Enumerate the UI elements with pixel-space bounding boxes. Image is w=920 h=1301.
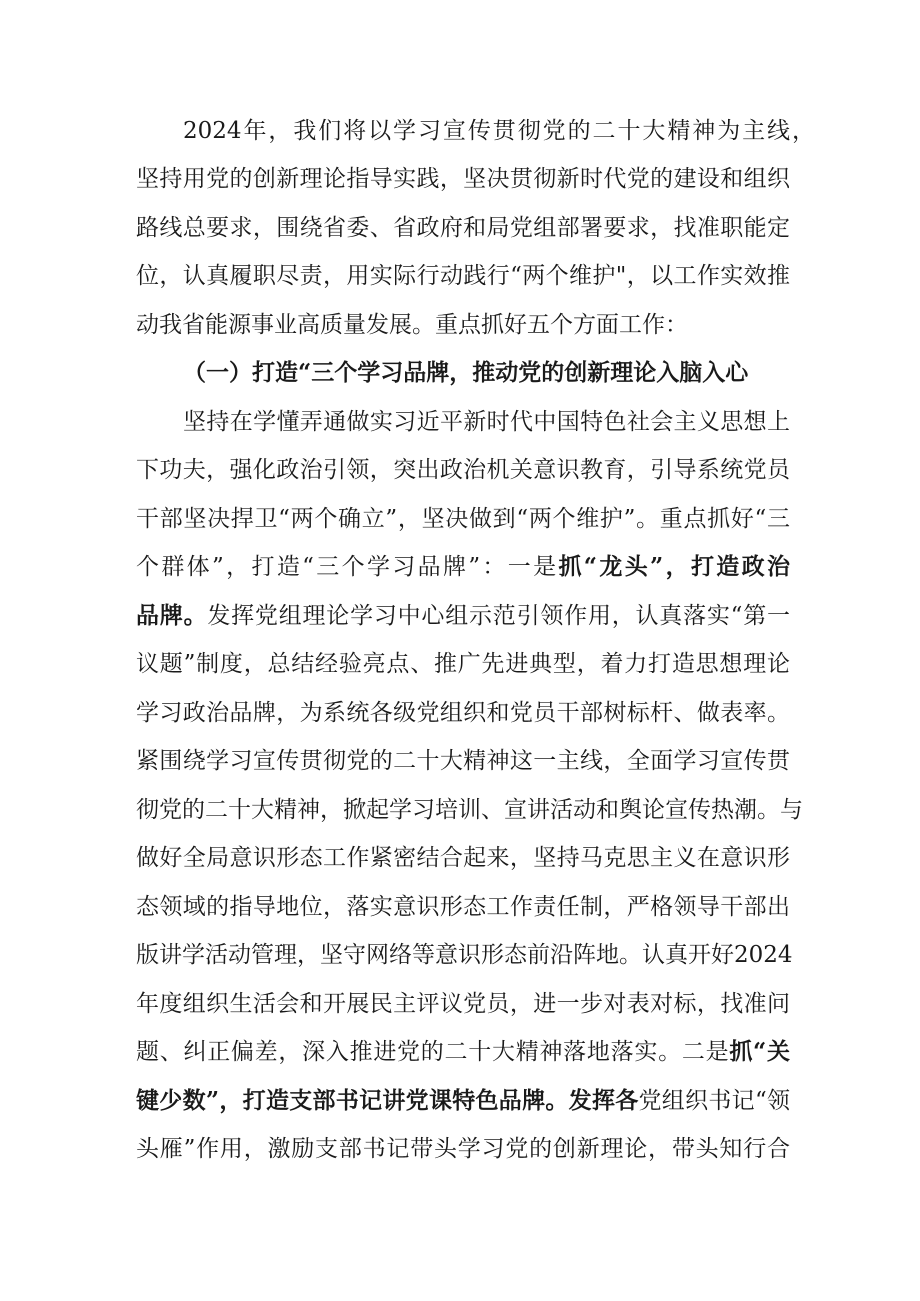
paragraph-2-line-7: 学习政治品牌，为系统各级党组织和党员干部树标杆、做表率。 xyxy=(136,700,790,726)
bold-phrase-brand: 品牌。 xyxy=(136,602,208,629)
paragraph-2-line-8: 紧围绕学习宣传贯彻党的二十大精神这一主线，全面学习宣传贯 xyxy=(136,748,790,774)
paragraph-2-line-4 xyxy=(136,552,790,582)
paragraph-2-line-14-text: 题、纠正偏差，深入推进党的二十大精神落地落实。二是 xyxy=(136,1039,730,1065)
paragraph-2-line-3: 干部坚决捍卫“两个确立”，坚决做到“两个维护”。重点抓好“三 xyxy=(136,506,790,532)
paragraph-2-line-10: 做好全局意识形态工作紧密结合起来，坚持马克思主义在意识形 xyxy=(136,845,790,871)
paragraph-2-line-16: 头雁”作用，激励支部书记带头学习党的创新理论，带头知行合 xyxy=(136,1136,790,1162)
paragraph-2-line-12: 版讲学活动管理，坚守网络等意识形态前沿阵地。认真开好2024 xyxy=(136,942,793,968)
paragraph-2-line-5-text: 发挥党组理论学习中心组示范引领作用，认真落实“第一 xyxy=(207,603,790,629)
paragraph-1-line-1: 2024年，我们将以学习宣传贯彻党的二十大精神为主线， xyxy=(183,118,815,144)
section-heading: （一）打造“三个学习品牌，推动党的创新理论入脑入心 xyxy=(183,359,749,386)
paragraph-2-line-2: 下功夫，强化政治引领，突出政治机关意识教育，引导系统党员 xyxy=(136,457,790,483)
paragraph-2-line-15-text: 党组织书记“领 xyxy=(638,1088,790,1114)
bold-phrase-dragon-head: 抓“龙头”，打造政治 xyxy=(558,553,790,580)
paragraph-1-line-5: 动我省能源事业高质量发展。重点抓好五个方面工作： xyxy=(136,312,688,338)
paragraph-2-line-15 xyxy=(136,1086,790,1116)
paragraph-2-line-11: 态领域的指导地位，落实意识形态工作责任制，严格领导干部出 xyxy=(136,894,790,920)
paragraph-2-line-9: 彻党的二十大精神，掀起学习培训、宣讲活动和舆论宣传热潮。与 xyxy=(136,797,803,823)
paragraph-1-line-2: 坚持用党的创新理论指导实践，坚决贯彻新时代党的建设和组织 xyxy=(136,166,790,192)
paragraph-1-line-3: 路线总要求，围绕省委、省政府和局党组部署要求，找准职能定 xyxy=(136,215,790,241)
paragraph-2-line-5 xyxy=(136,601,790,631)
paragraph-2-line-1: 坚持在学懂弄通做实习近平新时代中国特色社会主义思想上 xyxy=(183,409,790,435)
paragraph-2-line-14 xyxy=(136,1037,790,1067)
paragraph-2-line-13: 年度组织生活会和开展民主评议党员，进一步对表对标，找准问 xyxy=(136,991,790,1017)
bold-phrase-key-minority: 抓“关 xyxy=(729,1038,791,1065)
paragraph-2-line-6: 议题”制度，总结经验亮点、推广先进典型，着力打造思想理论 xyxy=(136,651,790,677)
bold-phrase-branch-secretary: 键少数”，打造支部书记讲党课特色品牌。发挥各 xyxy=(136,1087,639,1114)
paragraph-2-line-4-text: 个群体”，打造“三个学习品牌”：一是 xyxy=(136,554,559,580)
paragraph-1-line-4: 位，认真履职尽责，用实际行动践行“两个维护"，以工作实效推 xyxy=(136,263,790,289)
